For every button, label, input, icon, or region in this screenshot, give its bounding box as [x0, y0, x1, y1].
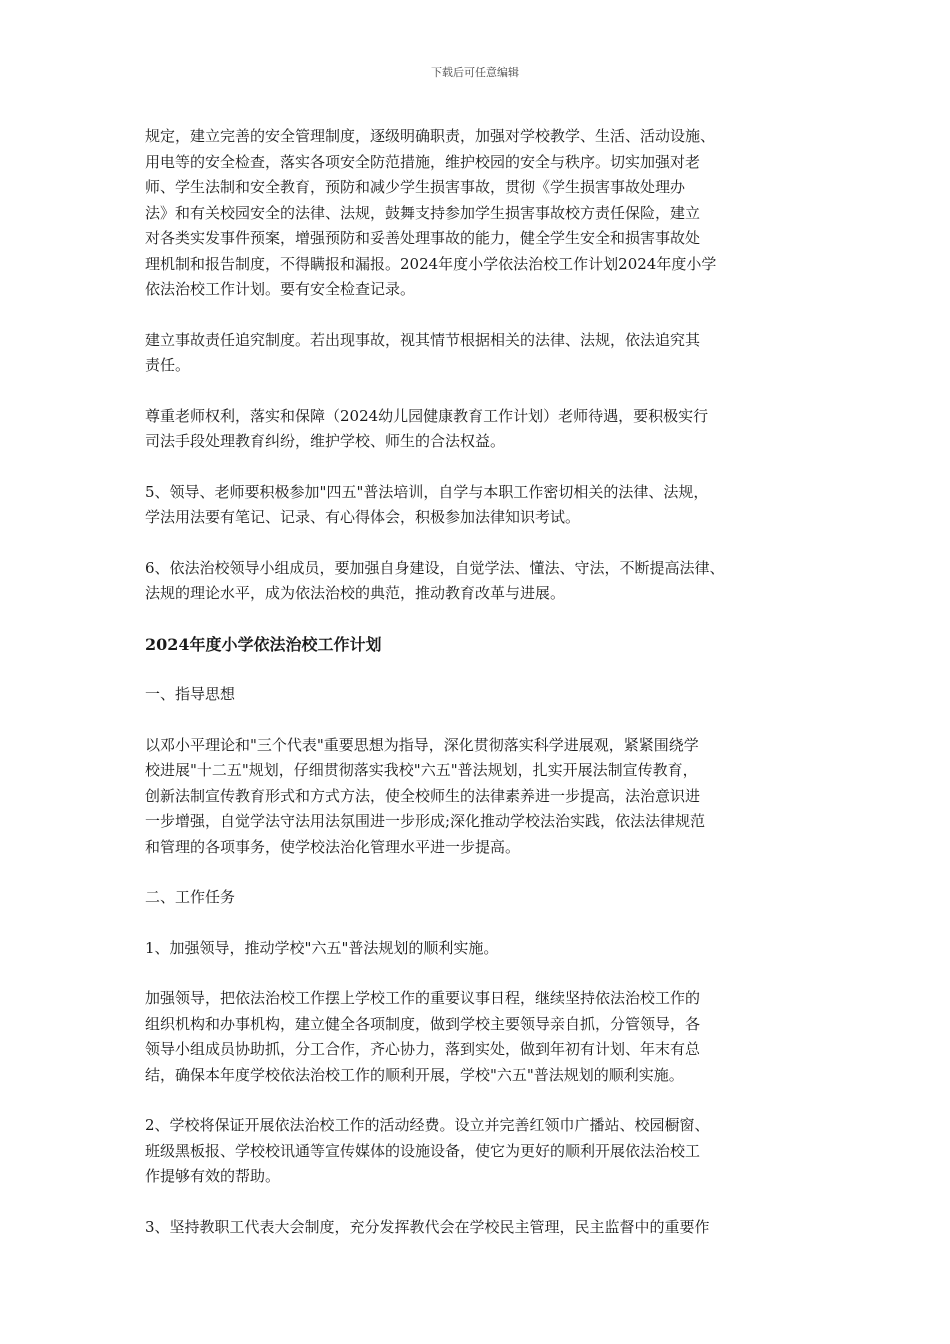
- document-body: [145, 124, 815, 1265]
- document-title: 2024年度小学依法治校工作计划: [145, 634, 382, 654]
- paragraph-leadership: 加强领导，把依法治校工作摆上学校工作的重要议事日程，继续坚持依法治校工作的 组织机构和办事机构，建立健全各项制度，做到学校主要领导亲自抓，分管领导，各 领导小组成员协助抓，分工合作，齐心协力，落到实处，做到年初有计划、年末有总 结，确保本年度学校依法治校工作的顺利开展，学校"六五"普法规划的顺利实施。: [145, 989, 701, 1084]
- paragraph-item-5: 5、领导、老师要积极参加"四五"普法培训，自学与本职工作密切相关的法律、法规， 学法用法要有笔记、记录、有心得体会，积极参加法律知识考试。: [145, 482, 709, 526]
- task-item-3: 3、坚持教职工代表大会制度，充分发挥教代会在学校民主管理，民主监督中的重要作: [145, 1217, 710, 1236]
- paragraph-accountability: 建立事故责任追究制度。若出现事故，视其情节根据相关的法律、法规，依法追究其 责任。: [145, 330, 701, 374]
- task-item-2: 2、学校将保证开展依法治校工作的活动经费。设立并完善红领巾广播站、校园橱窗、 班级黑板报、学校校讯通等宣传媒体的设施设备，使它为更好的顺利开展依法治校工 作提够有效的帮助。: [145, 1116, 710, 1185]
- task-item-1: 1、加强领导，推动学校"六五"普法规划的顺利实施。: [145, 938, 499, 957]
- page-header-note: 下载后可任意编辑: [431, 66, 519, 79]
- section-heading-guiding-thought: 一、指导思想: [145, 685, 236, 703]
- section-heading-work-tasks: 二、工作任务: [145, 888, 236, 906]
- paragraph-item-6: 6、依法治校领导小组成员，要加强自身建设，自觉学法、懂法、守法，不断提高法律、 法规的理论水平，成为依法治校的典范，推动教育改革与进展。: [145, 558, 725, 602]
- paragraph-teacher-rights: 尊重老师权利，落实和保障（2024幼儿园健康教育工作计划）老师待遇，要积极实行 司法手段处理教育纠纷，维护学校、师生的合法权益。: [145, 406, 709, 450]
- paragraph-guiding-thought: 以邓小平理论和"三个代表"重要思想为指导，深化贯彻落实科学进展观，紧紧围绕学 校进展"十二五"规划，仔细贯彻落实我校"六五"普法规划，扎实开展法制宣传教育， 创新法制宣传教育形式和方式方法，使全校师生的法律素养进一步提高，法治意识进 一步增强，自觉学法守法用法氛围进一步形成;深化推动学校法治实践，依法法律规范 和管理的各项事务，使学校法治化管理水平进一步提高。: [145, 735, 706, 856]
- paragraph-safety-management: 规定，建立完善的安全管理制度，逐级明确职责，加强对学校教学、生活、活动设施、 用电等的安全检查，落实各项安全防范措施，维护校园的安全与秩序。切实加强对老 师、学生法制和安全教育，预防和减少学生损害事故，贯彻《学生损害事故处理办 法》和有关校园安全的法律、法规，鼓舞支持参加学生损害事故校方责任保险，建立 对各类实发事件预案，增强预防和妥善处理事故的能力，健全学生安全和损害事故处 理机制和报告制度，不得瞒报和漏报。2024年度小学依法治校工作计划2024年度小学 依法治校工作计划。要有安全检查记录。: [145, 127, 717, 298]
